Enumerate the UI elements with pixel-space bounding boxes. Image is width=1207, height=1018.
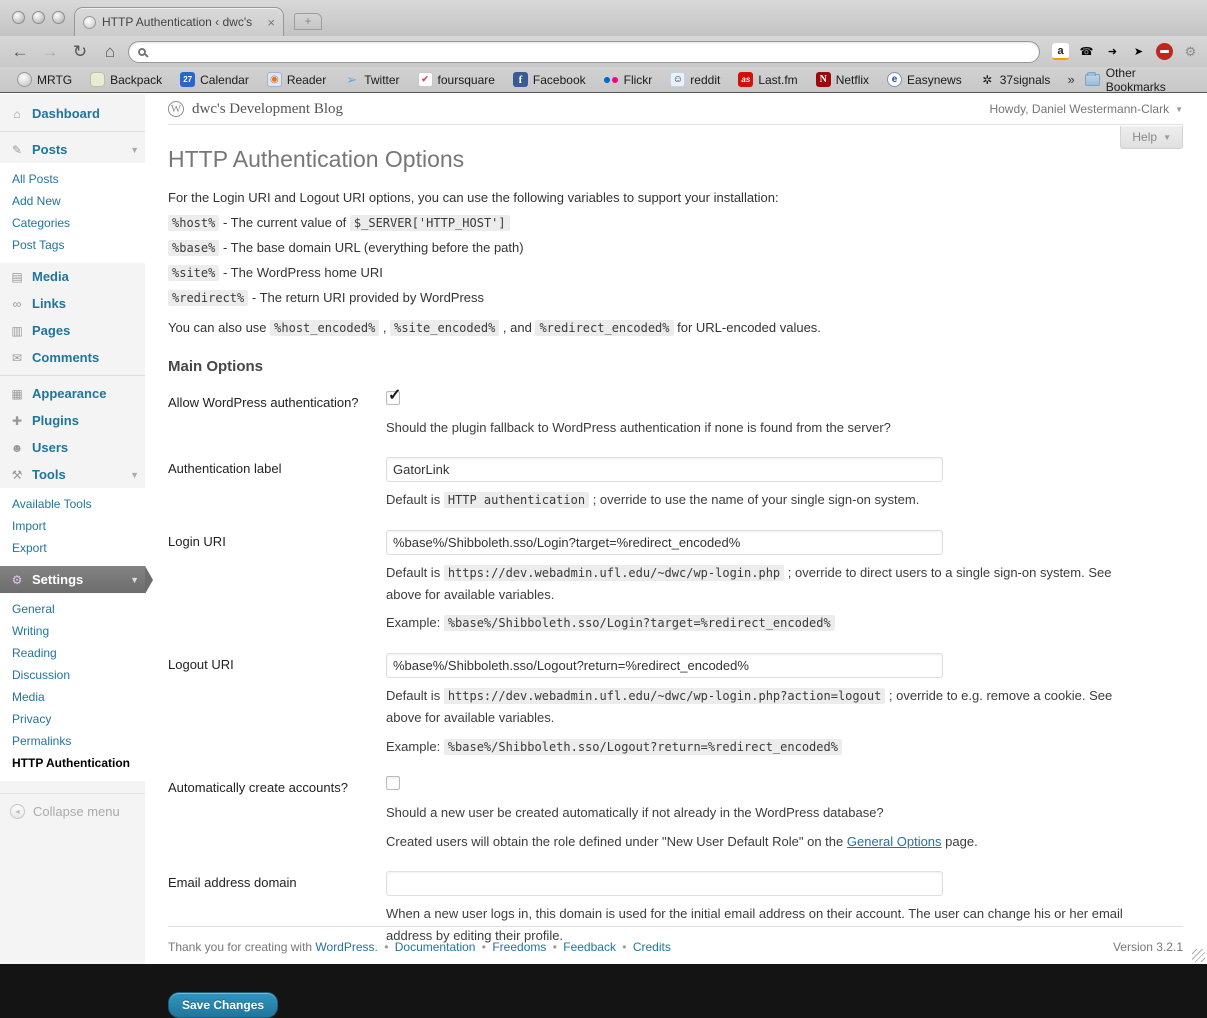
footer-links <box>168 940 671 954</box>
submenu-item-reading[interactable]: Reading <box>12 646 57 660</box>
submenu-item-general[interactable]: General <box>12 602 55 616</box>
text: Created users will obtain the role defined under "New User Default Role" on the <box>386 833 847 849</box>
easynews-icon: e <box>887 72 902 87</box>
sidebar-item-links[interactable] <box>0 290 145 317</box>
sidebar-item-tools[interactable] <box>0 461 145 488</box>
flickr-icon <box>604 72 619 87</box>
tab-favicon-globe-icon <box>83 16 96 29</box>
checkbox-automatically-create-accounts[interactable] <box>386 776 400 790</box>
submenu-item-categories[interactable]: Categories <box>12 216 71 230</box>
submenu-posts <box>0 163 145 263</box>
globe-icon <box>17 72 32 87</box>
zoom-window-button[interactable] <box>52 11 65 24</box>
admin-sidebar <box>0 94 145 964</box>
chevron-down-icon: ▼ <box>1163 132 1171 142</box>
variable-line <box>168 215 1183 230</box>
other-bookmarks-label: Other Bookmarks <box>1105 65 1166 94</box>
sidebar-item-pages[interactable] <box>0 317 145 344</box>
wordpress-logo-icon: W <box>168 101 184 117</box>
bookmark-label: Netflix <box>835 72 870 87</box>
bookmarks-bar <box>0 67 1207 93</box>
text: ; override to e.g. remove a cookie. See above for available variables. <box>386 688 1113 726</box>
comments-icon: ✉ <box>11 350 23 365</box>
bookmark-flickr[interactable] <box>597 70 660 89</box>
backpack-icon <box>90 72 105 87</box>
code-chip: %site% <box>168 265 219 281</box>
wrench-icon[interactable]: ⚙ <box>1184 43 1197 59</box>
search-icon <box>138 48 146 56</box>
field-label: Login URI <box>168 534 226 550</box>
bookmark-mrtg[interactable] <box>10 70 79 89</box>
bookmark-label: reddit <box>690 72 721 87</box>
variable-line <box>168 240 1183 255</box>
send-to-phone-icon[interactable]: ➜ <box>1107 46 1118 58</box>
submenu-item-privacy[interactable]: Privacy <box>12 712 52 726</box>
field-cell <box>386 457 1138 511</box>
field-description <box>386 802 1138 823</box>
sidebar-item-media[interactable] <box>0 263 145 290</box>
footer-separator: • <box>380 940 392 954</box>
bookmark-37signals[interactable] <box>973 70 1058 89</box>
save-changes-button[interactable]: Save Changes <box>168 992 278 1018</box>
reader-icon: ◉ <box>267 72 282 87</box>
sidebar-item-dashboard[interactable] <box>0 100 145 127</box>
text: You can also use <box>168 320 271 335</box>
appearance-icon: ▦ <box>11 386 23 401</box>
submenu-item-writing[interactable]: Writing <box>12 624 50 638</box>
field-label: Allow WordPress authentication? <box>168 395 359 410</box>
field-description <box>386 685 1138 728</box>
text: Example: <box>386 615 444 631</box>
37signals-icon: ✲ <box>982 72 993 87</box>
text: Default is <box>386 688 444 704</box>
code-chip: %redirect% <box>168 290 248 306</box>
field-cell <box>386 530 1138 634</box>
links-icon: ∞ <box>12 296 22 311</box>
collapse-arrow-icon: ◂ <box>10 804 25 819</box>
sidebar-item-label: Dashboard <box>32 106 100 121</box>
sidebar-item-comments[interactable] <box>0 344 145 371</box>
submenu-item-media[interactable]: Media <box>12 690 45 704</box>
text: page. <box>941 833 978 849</box>
code-chip: $_SERVER['HTTP_HOST'] <box>350 215 510 231</box>
pushpin-icon: ✎ <box>11 142 23 157</box>
blog-title: dwc's Development Blog <box>192 100 344 117</box>
bookmark-reader[interactable] <box>260 70 333 89</box>
bookmark-label: 37signals <box>999 72 1051 87</box>
form-row-login-uri <box>168 530 1183 634</box>
text: Default is <box>386 492 444 508</box>
field-description <box>386 417 1138 438</box>
sidebar-item-label: Pages <box>32 323 71 338</box>
facebook-icon: f <box>513 72 528 87</box>
bookmark-reddit[interactable] <box>663 70 727 89</box>
collapse-menu-button[interactable] <box>0 793 145 829</box>
submenu-item-http-authentication[interactable]: HTTP Authentication <box>12 756 130 770</box>
adblock-icon[interactable] <box>1156 43 1173 60</box>
bookmark-netflix[interactable] <box>809 70 876 89</box>
settings-icon: ⚙ <box>11 572 23 587</box>
form-row-automatically-create-accounts <box>168 776 1183 852</box>
text: ; override to direct users to a single sign-on system. See above for available variables. <box>386 565 1112 603</box>
submenu-item-post-tags[interactable]: Post Tags <box>12 238 65 252</box>
footer-link-documentation[interactable]: Documentation <box>394 940 476 954</box>
submenu-tools <box>0 488 145 566</box>
media-icon: ▤ <box>11 269 23 284</box>
input-authentication-label[interactable] <box>386 457 943 482</box>
field-label: Logout URI <box>168 657 234 673</box>
variable-line <box>168 290 1183 305</box>
field-description <box>386 562 1138 605</box>
wordpress-admin <box>0 94 1207 1013</box>
submenu-item-all-posts[interactable]: All Posts <box>12 172 59 186</box>
new-tab-button[interactable]: + <box>294 13 322 30</box>
field-description <box>386 831 1138 852</box>
sidebar-item-label: Plugins <box>32 413 79 428</box>
input-email-address-domain[interactable] <box>386 871 943 896</box>
text: ; override to use the name of your single sign-on system. <box>589 492 920 508</box>
bookmark-calendar[interactable] <box>173 70 256 89</box>
sidebar-item-appearance[interactable] <box>0 380 145 407</box>
code-chip: HTTP authentication <box>444 492 589 508</box>
help-label: Help <box>1132 130 1158 144</box>
field-label: Email address domain <box>168 875 297 891</box>
field-description <box>386 736 1138 758</box>
blog-title-link[interactable] <box>168 101 343 118</box>
users-icon: ☻ <box>10 440 24 455</box>
flickr-pink-dot <box>612 77 618 83</box>
section-title: Main Options <box>168 358 263 375</box>
sidebar-item-label: Settings <box>32 572 84 587</box>
flickr-blue-dot <box>604 77 610 83</box>
titlebar[interactable] <box>0 0 1207 36</box>
field-label: Authentication label <box>168 461 282 477</box>
form-row-allow-wordpress-authentication <box>168 391 1183 438</box>
chevron-down-icon[interactable]: ▼ <box>130 574 139 585</box>
footer-link-feedback[interactable]: Feedback <box>563 940 616 954</box>
text: When a new user logs in, this domain is used for the initial email address on their account. The user can change his or her email address by editing their profile. <box>386 906 1123 943</box>
traffic-lights <box>12 11 65 24</box>
amazon-icon[interactable]: a <box>1052 43 1069 60</box>
admin-footer <box>168 926 1183 954</box>
browser-toolbar <box>0 36 1207 67</box>
field-cell <box>386 391 1138 438</box>
text: Should a new user be created automatically if not already in the WordPress database? <box>386 805 884 821</box>
intro-text: For the Login URI and Logout URI options, you can use the following variables to support your installation: <box>168 190 779 205</box>
menu-separator <box>0 375 145 376</box>
extension-icons <box>1046 43 1199 60</box>
input-logout-uri[interactable] <box>386 653 943 678</box>
footer-separator: • <box>618 940 630 954</box>
submenu-item-discussion[interactable]: Discussion <box>12 668 71 682</box>
submenu-item-available-tools[interactable]: Available Tools <box>12 497 92 511</box>
calendar-icon: 27 <box>180 72 195 87</box>
code-chip: %redirect_encoded% <box>535 320 673 336</box>
browser-tab[interactable] <box>74 7 284 36</box>
footer-link-wordpress[interactable]: WordPress. <box>315 940 378 954</box>
foursquare-icon: ✔ <box>418 72 433 87</box>
bookmark-label: Reader <box>286 72 327 87</box>
bookmark-label: Calendar <box>200 72 249 87</box>
input-login-uri[interactable] <box>386 530 943 555</box>
sidebar-item-label: Appearance <box>32 386 107 401</box>
sidebar-item-users[interactable] <box>0 434 145 461</box>
submenu-item-import[interactable]: Import <box>12 519 47 533</box>
close-window-button[interactable] <box>12 11 25 24</box>
submenu-item-permalinks[interactable]: Permalinks <box>12 734 72 748</box>
bookmarks-overflow-chevron[interactable]: » <box>1067 72 1075 87</box>
bookmark-label: Twitter <box>364 72 400 87</box>
also-line <box>168 320 1183 335</box>
lastfm-icon: as <box>738 72 753 87</box>
sidebar-item-label: Links <box>32 296 66 311</box>
sidebar-item-settings[interactable] <box>0 566 145 593</box>
submenu-item-add-new[interactable]: Add New <box>12 194 61 208</box>
field-cell <box>386 776 1138 852</box>
text: - The return URI provided by WordPress <box>248 290 485 305</box>
minimize-window-button[interactable] <box>32 11 45 24</box>
back-button[interactable]: ← <box>11 41 29 61</box>
footer-separator: • <box>549 940 561 954</box>
text: - The WordPress home URI <box>219 265 383 280</box>
code-chip: %base%/Shibboleth.sso/Login?target=%redirect_encoded% <box>444 615 835 631</box>
forward-button[interactable]: → <box>41 41 59 61</box>
form-row-logout-uri <box>168 653 1183 757</box>
bookmark-backpack[interactable] <box>83 70 169 89</box>
pages-icon: ▥ <box>11 323 23 338</box>
bookmark-facebook[interactable] <box>506 70 593 89</box>
reddit-icon: ☺ <box>670 72 685 87</box>
pushpin-icon[interactable]: ➤ <box>1133 46 1144 58</box>
variable-list <box>168 215 1183 305</box>
bookmark-label: Facebook <box>532 72 586 87</box>
help-button[interactable] <box>1120 126 1183 149</box>
tab-title: HTTP Authentication ‹ dwc's <box>102 15 253 29</box>
admin-header <box>168 94 1183 125</box>
field-cell <box>386 653 1138 757</box>
sidebar-item-plugins[interactable] <box>0 407 145 434</box>
options-form <box>168 391 1183 946</box>
field-description <box>386 612 1138 634</box>
chevron-down-icon[interactable]: ▼ <box>130 469 139 480</box>
bookmark-twitter[interactable] <box>337 70 406 89</box>
address-bar[interactable] <box>128 41 1040 63</box>
tools-icon: ⚒ <box>11 467 23 482</box>
bookmark-label: MRTG <box>37 72 73 87</box>
menu-separator <box>0 131 145 132</box>
reload-button[interactable]: ↻ <box>72 41 88 61</box>
bookmark-label: Flickr <box>623 72 653 87</box>
bookmark-last-fm[interactable] <box>731 70 804 89</box>
page-title: HTTP Authentication Options <box>168 146 465 172</box>
footer-thanks: Thank you for creating with <box>168 940 316 954</box>
tab-close-icon[interactable]: × <box>267 14 275 30</box>
account-menu[interactable] <box>989 102 1183 116</box>
other-bookmarks-button[interactable] <box>1085 66 1197 94</box>
text: - The current value of <box>219 215 350 230</box>
code-chip: %base% <box>168 240 219 256</box>
google-voice-icon[interactable]: ☎ <box>1079 46 1094 58</box>
code-chip: %host_encoded% <box>270 320 379 336</box>
plugins-icon: ✚ <box>11 413 23 428</box>
submenu-settings <box>0 593 145 781</box>
footer-link-credits[interactable]: Credits <box>632 940 671 954</box>
twitter-icon: ➢ <box>346 71 358 87</box>
code-chip: %host% <box>168 215 219 231</box>
bookmark-foursquare[interactable] <box>411 70 502 89</box>
text: , <box>379 320 391 335</box>
submenu-item-export[interactable]: Export <box>12 541 47 555</box>
collapse-menu-label: Collapse menu <box>33 804 120 819</box>
link-general-options[interactable]: General Options <box>846 833 942 849</box>
code-chip: https://dev.webadmin.ufl.edu/~dwc/wp-login.php?action=logout <box>444 688 885 704</box>
text: Example: <box>386 738 444 754</box>
footer-separator: • <box>478 940 490 954</box>
bookmark-label: foursquare <box>437 72 495 87</box>
sidebar-item-label: Users <box>32 440 69 455</box>
field-label: Automatically create accounts? <box>168 780 348 796</box>
chevron-down-icon: ▼ <box>1175 104 1183 114</box>
bookmark-label: Backpack <box>110 72 163 87</box>
bookmark-label: Easynews <box>907 72 962 87</box>
home-button[interactable]: ⌂ <box>104 41 116 61</box>
field-description <box>386 489 1138 511</box>
text: Should the plugin fallback to WordPress authentication if none is found from the server? <box>386 420 891 435</box>
bookmark-easynews[interactable] <box>880 70 969 89</box>
sidebar-item-label: Comments <box>32 350 100 365</box>
house-icon: ⌂ <box>13 106 21 121</box>
text: for URL-encoded values. <box>673 320 821 335</box>
folder-icon <box>1085 74 1100 86</box>
code-chip: https://dev.webadmin.ufl.edu/~dwc/wp-login.php <box>444 565 784 581</box>
text: , and <box>499 320 536 335</box>
admin-content <box>145 94 1207 1013</box>
howdy-label: Howdy, Daniel Westermann-Clark <box>989 102 1170 116</box>
bookmark-label: Last.fm <box>758 72 798 87</box>
footer-link-freedoms[interactable]: Freedoms <box>492 940 547 954</box>
resize-grip[interactable] <box>1192 949 1205 962</box>
code-chip: %base%/Shibboleth.sso/Logout?return=%redirect_encoded% <box>444 739 842 755</box>
sidebar-item-label: Media <box>32 269 69 284</box>
chevron-down-icon[interactable]: ▼ <box>130 144 139 155</box>
form-row-authentication-label <box>168 457 1183 511</box>
sidebar-item-posts[interactable] <box>0 136 145 163</box>
checkbox-allow-wordpress-authentication[interactable] <box>386 391 400 405</box>
text: - The base domain URL (everything before the path) <box>219 240 524 255</box>
sidebar-item-label: Tools <box>32 467 66 482</box>
code-chip: %site_encoded% <box>390 320 499 336</box>
version-label: Version 3.2.1 <box>1112 940 1183 954</box>
variable-line <box>168 265 1183 280</box>
sidebar-item-label: Posts <box>32 142 68 157</box>
netflix-icon: N <box>816 72 831 87</box>
text: Default is <box>386 565 444 581</box>
